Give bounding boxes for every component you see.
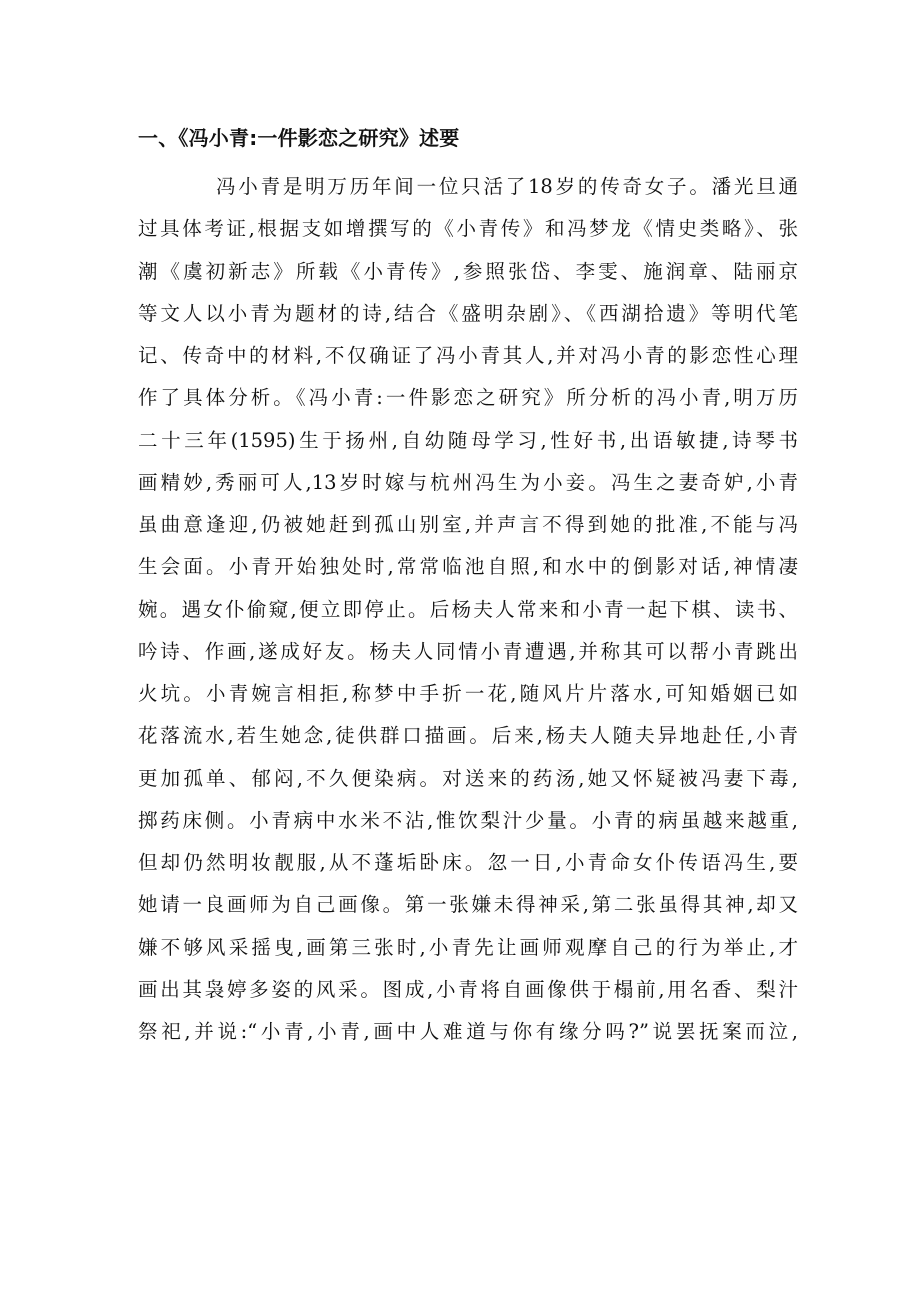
paragraph-line: 嫌不够风采摇曳,画第三张时,小青先让画师观摩自己的行为举止,才 [138,935,798,959]
body-paragraph [138,166,798,1053]
paragraph-line: 更加孤单、郁闷,不久便染病。对送来的药汤,她又怀疑被冯妻下毒, [138,766,798,790]
paragraph-line: 二十三年(1595)生于扬州,自幼随母学习,性好书,出语敏捷,诗琴书 [138,428,798,452]
paragraph-line: 作了具体分析。《冯小青:一件影恋之研究》所分析的冯小青,明万历 [138,386,798,410]
paragraph-line: 掷药床侧。小青病中水米不沾,惟饮梨汁少量。小青的病虽越来越重, [138,808,798,832]
section-heading: 一、《冯小青:一件影恋之研究》述要 [138,126,460,150]
paragraph-line: 她请一良画师为自己画像。第一张嫌未得神采,第二张虽得其神,却又 [138,893,798,917]
paragraph-line: 火坑。小青婉言相拒,称梦中手折一花,随风片片落水,可知婚姻已如 [138,682,798,705]
paragraph-line: 记、传奇中的材料,不仅确证了冯小青其人,并对冯小青的影恋性心理 [138,344,798,367]
paragraph-line: 但却仍然明妆靓服,从不蓬垢卧床。忽一日,小青命女仆传语冯生,要 [138,851,798,874]
paragraph-line: 画出其袅婷多姿的风采。图成,小青将自画像供于榻前,用名香、梨汁 [138,977,798,1001]
paragraph-line: 吟诗、作画,遂成好友。杨夫人同情小青遭遇,并称其可以帮小青跳出 [138,639,798,663]
paragraph-line: 过具体考证,根据支如增撰写的《小青传》和冯梦龙《情史类略》、张 [138,217,798,241]
paragraph-line: 虽曲意逢迎,仍被她赶到孤山别室,并声言不得到她的批准,不能与冯 [138,513,798,536]
paragraph-line: 生会面。小青开始独处时,常常临池自照,和水中的倒影对话,神情凄 [138,555,798,579]
paragraph-line: 潮《虞初新志》所载《小青传》,参照张岱、李雯、施润章、陆丽京 [138,259,798,283]
paragraph-line: 祭祀,并说:“小青,小青,画中人难道与你有缘分吗?”说罢抚案而泣, [138,1020,798,1043]
paragraph-line: 婉。遇女仆偷窥,便立即停止。后杨夫人常来和小青一起下棋、读书、 [138,597,798,621]
paragraph-line: 花落流水,若生她念,徒供群口描画。后来,杨夫人随夫异地赴任,小青 [138,724,798,748]
paragraph-line: 等文人以小青为题材的诗,结合《盛明杂剧》、《西湖拾遗》等明代笔 [138,301,798,325]
paragraph-line: 画精妙,秀丽可人,13岁时嫁与杭州冯生为小妾。冯生之妻奇妒,小青 [138,470,798,494]
paragraph-line: 冯小青是明万历年间一位只活了18岁的传奇女子。潘光旦通 [216,175,798,198]
